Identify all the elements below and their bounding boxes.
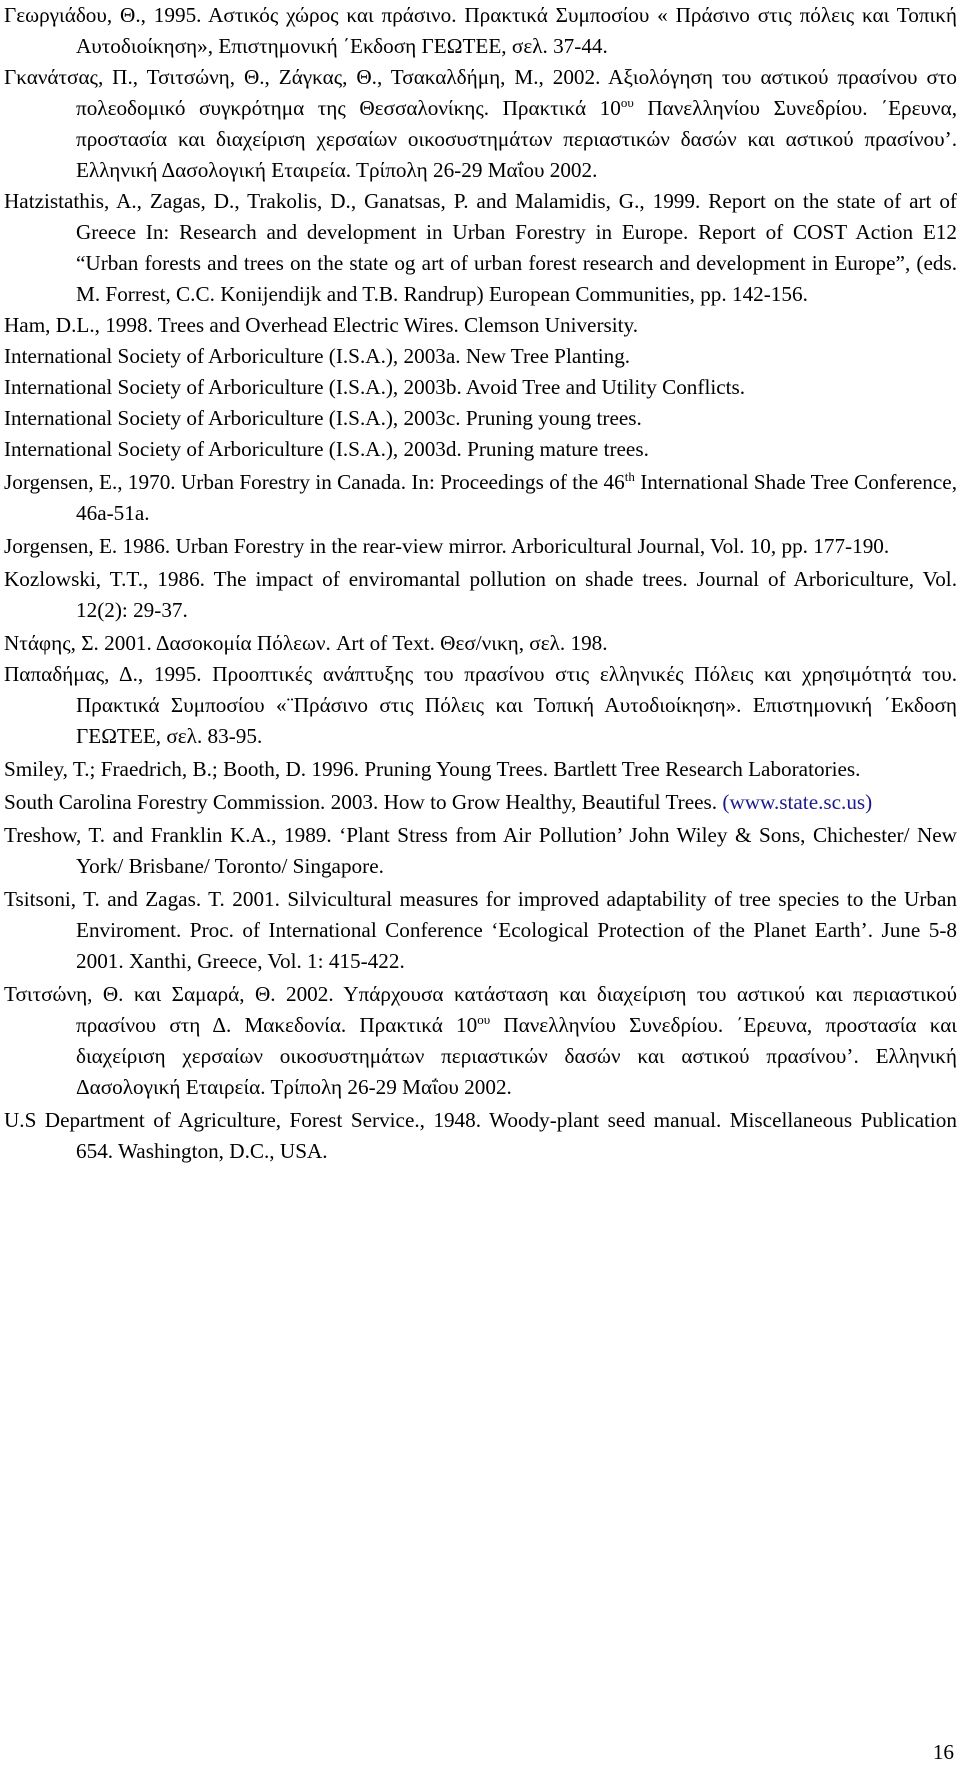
reference-item: Treshow, T. and Franklin K.A., 1989. ‘Plant Stress from Air Pollution’ John Wiley & Sons, Chichester/ New York/ Brisbane/ Toronto/ Singapore. xyxy=(4,823,957,878)
reference-item: International Society of Arboriculture (I.S.A.), 2003d. Pruning mature trees. xyxy=(4,437,649,461)
reference-text: South Carolina Forestry Commission. 2003. How to Grow Healthy, Beautiful Trees. xyxy=(4,790,723,814)
reference-item xyxy=(4,787,957,818)
reference-text: Τσιτσώνη, Θ. και Σαμαρά, Θ. 2002. Υπάρχουσα κατάσταση και διαχείριση του αστικού και περιαστικού πρασίνου στη Δ. Μακεδονία. Πρακτικά 10 xyxy=(4,982,957,1037)
page-number: 16 xyxy=(932,1740,954,1764)
reference-item: Γεωργιάδου, Θ., 1995. Αστικός χώρος και πράσινο. Πρακτικά Συμποσίου « Πράσινο στις πόλεις και Τοπική Αυτοδιοίκηση», Επιστημονική ΄Εκδοση ΓΕΩΤΕΕ, σελ. 37-44. xyxy=(4,3,957,58)
reference-item: Hatzistathis, A., Zagas, D., Trakolis, D., Ganatsas, P. and Malamidis, G., 1999. Report on the state of art of Greece In: Research and development in Urban Forestry in Europe. Report of COST Action E12 “Urban forests and trees on the state og art of urban forest research and development in Europe”, (eds. M. Forrest, C.C. Konijendijk and T.B. Randrup) European Communities, pp. 142-156. xyxy=(4,189,957,306)
reference-text: International Shade Tree Conference, 46a-51a. xyxy=(76,470,957,525)
reference-item xyxy=(4,979,957,1103)
reference-text: Πανελληνίου Συνεδρίου. ΄Ερευνα, προστασία και διαχείριση χερσαίων οικοσυστημάτων περιαστικών δασών και αστικού πρασίνου’. Ελληνική Δασολογική Εταιρεία. Τρίπολη 26-29 Μαΐου 2002. xyxy=(76,1013,957,1099)
reference-item: Ham, D.L., 1998. Trees and Overhead Electric Wires. Clemson University. xyxy=(4,313,639,337)
reference-item: International Society of Arboriculture (I.S.A.), 2003c. Pruning young trees. xyxy=(4,406,642,430)
reference-text: Γκανάτσας, Π., Τσιτσώνη, Θ., Ζάγκας, Θ., Τσακαλδήμη, Μ., 2002. Αξιολόγηση του αστικού πρασίνου στο πολεοδομικό συγκρότημα της Θεσσαλονίκης. Πρακτικά 10 xyxy=(4,65,957,120)
reference-item: International Society of Arboriculture (I.S.A.), 2003a. New Tree Planting. xyxy=(4,344,631,368)
superscript: th xyxy=(624,469,635,484)
reference-item xyxy=(4,62,957,186)
reference-item: Kozlowski, T.T., 1986. The impact of enviromantal pollution on shade trees. Journal of Arboriculture, Vol. 12(2): 29-37. xyxy=(4,567,957,622)
reference-item: Smiley, T.; Fraedrich, B.; Booth, D. 1996. Pruning Young Trees. Bartlett Tree Research Laboratories. xyxy=(4,757,861,781)
superscript: ου xyxy=(477,1012,491,1027)
superscript: ου xyxy=(620,95,634,110)
reference-url-link[interactable]: (www.state.sc.us) xyxy=(722,790,873,814)
reference-item xyxy=(4,467,957,529)
reference-item: Tsitsoni, T. and Zagas. T. 2001. Silvicultural measures for improved adaptability of tree species to the Urban Enviroment. Proc. of International Conference ‘Ecological Protection of the Planet Earth’. June 5-8 2001. Xanthi, Greece, Vol. 1: 415-422. xyxy=(4,887,957,973)
reference-item: Jorgensen, E. 1986. Urban Forestry in the rear-view mirror. Arboricultural Journal, Vol. 10, pp. 177-190. xyxy=(4,534,890,558)
reference-item: U.S Department of Agriculture, Forest Service., 1948. Woody-plant seed manual. Miscellaneous Publication 654. Washington, D.C., USA. xyxy=(4,1108,957,1163)
reference-text: Πανελληνίου Συνεδρίου. ΄Ερευνα, προστασία και διαχείριση χερσαίων οικοσυστημάτων περιαστικών δασών και αστικού πρασίνου’. Ελληνική Δασολογική Εταιρεία. Τρίπολη 26-29 Μαΐου 2002. xyxy=(76,96,957,182)
reference-list xyxy=(4,0,957,1167)
reference-item: Ντάφης, Σ. 2001. Δασοκομία Πόλεων. Art of Text. Θεσ/νικη, σελ. 198. xyxy=(4,631,608,655)
reference-item: Παπαδήμας, Δ., 1995. Προοπτικές ανάπτυξης του πρασίνου στις ελληνικές Πόλεις και χρησιμότητά του. Πρακτικά Συμποσίου «¨Πράσινο στις Πόλεις και Τοπική Αυτοδιοίκηση». Επιστημονική ΄Εκδοση ΓΕΩΤΕΕ, σελ. 83-95. xyxy=(4,662,957,748)
reference-text: Jorgensen, E., 1970. Urban Forestry in Canada. In: Proceedings of the 46 xyxy=(4,470,625,494)
reference-item: International Society of Arboriculture (I.S.A.), 2003b. Avoid Tree and Utility Conflicts. xyxy=(4,375,746,399)
